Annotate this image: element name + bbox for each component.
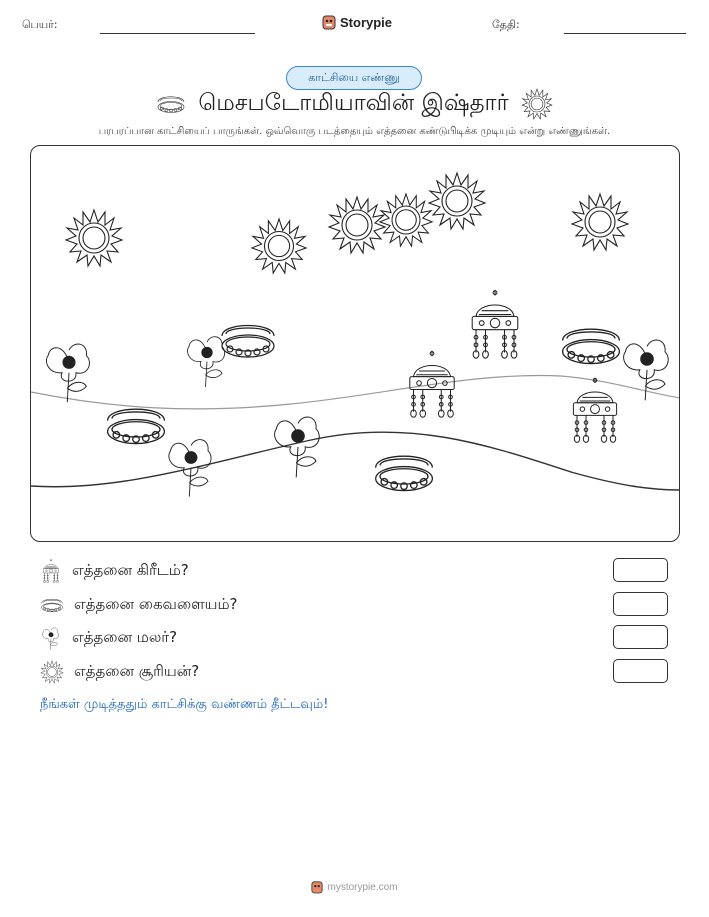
storypie-mascot-icon — [322, 14, 336, 30]
question-text: எத்தனை கிரீடம்? — [72, 561, 189, 579]
site-url[interactable]: mystorypie.com — [327, 881, 398, 893]
sun-icon — [329, 197, 385, 253]
question-row-crown — [40, 558, 670, 584]
question-row-sun — [40, 659, 670, 685]
page-title: மெசபடோமியாவின் இஷ்தார் — [198, 89, 509, 116]
date-line[interactable] — [564, 33, 686, 34]
sun-icon — [40, 660, 64, 684]
brand-name: Storypie — [340, 14, 393, 30]
hill-line-back — [31, 376, 680, 409]
sun-icon — [572, 194, 628, 250]
sun-icon — [429, 173, 485, 229]
name-line[interactable] — [100, 33, 255, 34]
answer-box-crown[interactable] — [613, 558, 668, 582]
site-footer — [0, 880, 709, 894]
counting-scene — [30, 145, 680, 542]
question-text: எத்தனை மலர்? — [72, 628, 178, 646]
instructions: பரபரப்பான காட்சியைப் பாருங்கள். ஒவ்வொரு படத்தையும் எத்தனை கண்டுபிடிக்க முடியும் என்று எண்ணுங்கள். — [98, 126, 611, 137]
bracelet-icon — [563, 329, 620, 363]
crown-icon — [573, 378, 616, 443]
sun-icon — [521, 88, 553, 120]
answer-box-sun[interactable] — [613, 659, 668, 683]
title-row — [0, 88, 709, 120]
answer-box-flower[interactable] — [613, 625, 668, 649]
brand-logo — [322, 14, 392, 30]
crown-icon — [40, 558, 62, 584]
bracelet-icon — [156, 93, 186, 115]
question-row-bracelet — [40, 592, 670, 618]
coloring-instruction: நீங்கள் முடித்ததும் காட்சிக்கு வண்ணம் தீட்டவும்! — [40, 697, 329, 712]
bracelet-icon — [40, 595, 64, 615]
storypie-mascot-icon — [311, 880, 323, 894]
flower-icon — [40, 625, 62, 651]
crown-icon — [472, 290, 518, 358]
flower-icon — [46, 344, 89, 402]
bracelet-icon — [222, 326, 274, 358]
question-text: எத்தனை கைவளையம்? — [74, 595, 238, 613]
date-label: தேதி: — [492, 18, 520, 31]
name-label: பெயர்: — [22, 18, 58, 31]
answer-box-bracelet[interactable] — [613, 592, 668, 616]
bracelet-icon — [108, 409, 165, 443]
sun-icon — [66, 210, 122, 266]
sun-icon — [252, 219, 306, 273]
activity-badge: காட்சியை எண்ணு — [286, 66, 422, 90]
flower-icon — [187, 337, 224, 387]
flower-icon — [624, 340, 669, 400]
question-text: எத்தனை சூரியன்? — [74, 662, 200, 680]
sun-icon — [380, 194, 432, 246]
question-row-flower — [40, 625, 670, 651]
bracelet-icon — [376, 456, 433, 490]
